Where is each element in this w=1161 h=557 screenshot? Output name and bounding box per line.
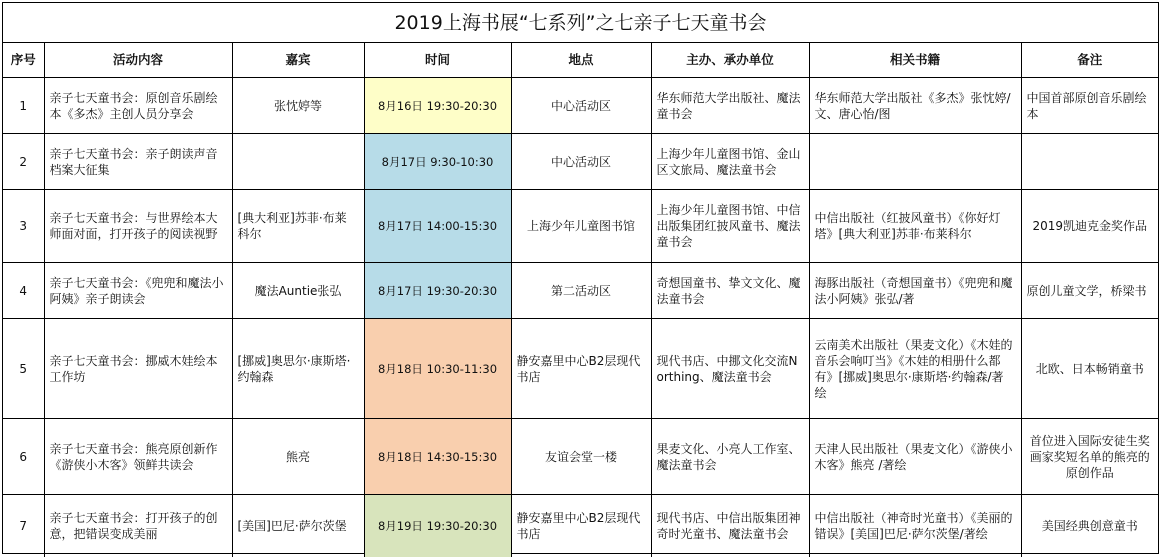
cell-content: 亲子七天童书会：打开孩子的创意，把错误变成美丽 (44, 495, 232, 557)
header-no: 序号 (3, 43, 44, 78)
cell-no: 2 (3, 134, 44, 190)
cell-no: 1 (3, 78, 44, 134)
cell-time: 8月17日 19:30-20:30 (364, 263, 511, 319)
cell-note (1021, 134, 1158, 190)
cell-time: 8月17日 9:30-10:30 (364, 134, 511, 190)
cell-no: 7 (3, 495, 44, 557)
cell-content: 亲子七天童书会：原创音乐剧绘本《多杰》主创人员分享会 (44, 78, 232, 134)
cell-note: 中国首部原创音乐剧绘本 (1021, 78, 1158, 134)
cell-place: 上海少年儿童图书馆 (511, 190, 651, 263)
cell-guest: 魔法Auntie张弘 (232, 263, 364, 319)
cell-guest: [挪威]奥思尔·康斯塔·约翰森 (232, 319, 364, 419)
cell-place: 中心活动区 (511, 134, 651, 190)
cell-organizer: 奇想国童书、挚文文化、魔法童书会 (651, 263, 809, 319)
cell-books: 中信出版社（红披风童书）《你好灯塔》[典大利亚]苏菲·布莱科尔 (809, 190, 1021, 263)
cell-no: 4 (3, 263, 44, 319)
cell-organizer: 现代书店、中信出版集团神奇时光童书、魔法童书会 (651, 495, 809, 557)
cell-books: 云南美术出版社（果麦文化）《木娃的音乐会响叮当》《木娃的相册什么都有》[挪威]奥思尔·康斯塔·约翰森/著绘 (809, 319, 1021, 419)
cell-organizer: 上海少年儿童图书馆、中信出版集团红披风童书、魔法童书会 (651, 190, 809, 263)
cell-organizer: 现代书店、中挪文化交流Northing、魔法童书会 (651, 319, 809, 419)
cell-place: 静安嘉里中心B2层现代书店 (511, 319, 651, 419)
cell-no: 3 (3, 190, 44, 263)
cell-content: 亲子七天童书会：亲子朗读声音档案大征集 (44, 134, 232, 190)
cell-note: 北欧、日本畅销童书 (1021, 319, 1158, 419)
header-row (3, 43, 1158, 78)
header-books: 相关书籍 (809, 43, 1021, 78)
table-row (3, 419, 1158, 495)
cell-note: 美国经典创意童书 (1021, 495, 1158, 557)
header-note: 备注 (1021, 43, 1158, 78)
table-row (3, 319, 1158, 419)
cell-note: 2019凯迪克金奖作品 (1021, 190, 1158, 263)
header-content: 活动内容 (44, 43, 232, 78)
cell-organizer: 果麦文化、小亮人工作室、魔法童书会 (651, 419, 809, 495)
cell-organizer: 上海少年儿童图书馆、金山区文旅局、魔法童书会 (651, 134, 809, 190)
event-table (3, 43, 1158, 557)
table-row (3, 134, 1158, 190)
cell-guest (232, 134, 364, 190)
cell-organizer: 华东师范大学出版社、魔法童书会 (651, 78, 809, 134)
cell-content: 亲子七天童书会：挪威木娃绘本工作坊 (44, 319, 232, 419)
cell-place: 友谊会堂一楼 (511, 419, 651, 495)
cell-time: 8月18日 14:30-15:30 (364, 419, 511, 495)
cell-note: 原创儿童文学，桥梁书 (1021, 263, 1158, 319)
cell-books: 华东师范大学出版社《多杰》张忱婷/文、唐心怡/图 (809, 78, 1021, 134)
header-guest: 嘉宾 (232, 43, 364, 78)
sheet-title: 2019上海书展“七系列”之七亲子七天童书会 (3, 3, 1158, 43)
cell-books: 海豚出版社（奇想国童书）《兜兜和魔法小阿姨》张弘/著 (809, 263, 1021, 319)
cell-content: 亲子七天童书会：熊亮原创新作《游侠小木客》领鲜共读会 (44, 419, 232, 495)
cell-no: 5 (3, 319, 44, 419)
cell-place: 第二活动区 (511, 263, 651, 319)
cell-time: 8月19日 19:30-20:30 (364, 495, 511, 557)
cell-time: 8月16日 19:30-20:30 (364, 78, 511, 134)
cell-place: 中心活动区 (511, 78, 651, 134)
cell-guest: [典大利亚]苏菲·布莱科尔 (232, 190, 364, 263)
cell-content: 亲子七天童书会：《兜兜和魔法小阿姨》亲子朗读会 (44, 263, 232, 319)
cell-time: 8月17日 14:00-15:30 (364, 190, 511, 263)
table-row (3, 495, 1158, 557)
cell-note: 首位进入国际安徒生奖画家奖短名单的熊亮的原创作品 (1021, 419, 1158, 495)
cell-books: 天津人民出版社（果麦文化）《游侠小木客》熊亮 /著绘 (809, 419, 1021, 495)
table-row (3, 263, 1158, 319)
cell-guest: [美国]巴尼·萨尔茨堡 (232, 495, 364, 557)
cell-guest: 熊亮 (232, 419, 364, 495)
header-place: 地点 (511, 43, 651, 78)
cell-no: 6 (3, 419, 44, 495)
cell-time: 8月18日 10:30-11:30 (364, 319, 511, 419)
table-row (3, 190, 1158, 263)
cell-guest: 张忱婷等 (232, 78, 364, 134)
spreadsheet (2, 2, 1159, 554)
header-time: 时间 (364, 43, 511, 78)
cell-books: 中信出版社（神奇时光童书）《美丽的错误》[美国]巴尼·萨尔茨堡/著绘 (809, 495, 1021, 557)
cell-books (809, 134, 1021, 190)
table-row (3, 78, 1158, 134)
cell-content: 亲子七天童书会：与世界绘本大师面对面，打开孩子的阅读视野 (44, 190, 232, 263)
cell-place: 静安嘉里中心B2层现代书店 (511, 495, 651, 557)
header-organizer: 主办、承办单位 (651, 43, 809, 78)
